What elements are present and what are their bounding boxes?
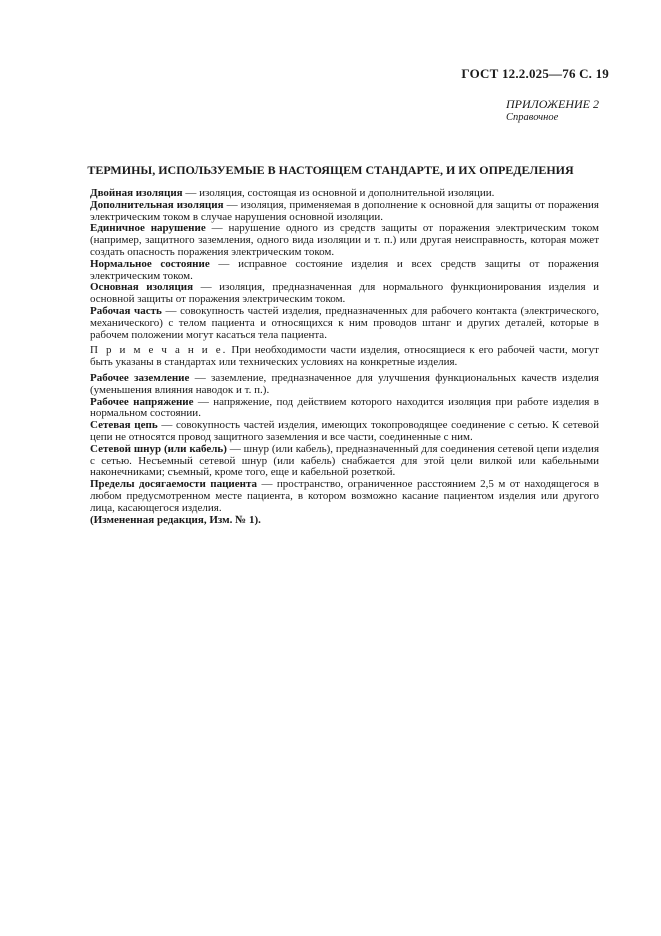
note-text: При необходимости части изделия, относящиеся к его рабочей части, могут быть указаны в стандартах или технических условиях на конкретные изделия. <box>90 344 599 369</box>
term-paragraph <box>90 373 599 397</box>
term-paragraph <box>90 420 599 444</box>
appendix-label: ПРИЛОЖЕНИЕ 2 <box>506 97 599 111</box>
term-paragraph <box>90 444 599 479</box>
term-name: Единичное нарушение <box>90 222 206 235</box>
term-definition: — совокупность частей изделия, предназначенных для рабочего контакта (электрического, механического) с телом пациента и относящихся к ним проводов штанг и других деталей, которые в рабочем положении могут касаться тела пациента. <box>90 304 599 341</box>
term-name: Рабочее заземление <box>90 371 190 384</box>
term-paragraph <box>90 479 599 514</box>
term-definition: — заземление, предназначенное для улучшения функциональных качеств изделия (уменьшения влияния наводок и т. п.). <box>90 371 599 396</box>
term-definition: — исправное состояние изделия и всех средств защиты от поражения электрическим током. <box>90 257 599 282</box>
note-paragraph <box>90 345 599 369</box>
term-name: Двойная изоляция <box>90 187 183 199</box>
term-paragraph <box>90 397 599 421</box>
term-definition: — изоляция, применяемая в дополнение к основной для защиты от поражения электрическим током в случае нарушения основной изоляции. <box>90 198 599 223</box>
amendment-note: (Измененная редакция, Изм. № 1). <box>90 513 261 526</box>
term-paragraph <box>90 223 599 258</box>
term-name: Пределы досягаемости пациента <box>90 478 258 491</box>
term-name: Дополнительная изоляция <box>90 198 224 211</box>
term-name: Сетевой шнур (или кабель) <box>90 442 227 455</box>
appendix-block <box>506 97 599 125</box>
term-definition: — изоляция, предназначенная для нормального функционирования изделия и основной защиты от поражения электрическим током. <box>90 281 599 306</box>
term-name: Нормальное состояние <box>90 257 210 270</box>
appendix-note: Справочное <box>506 112 559 123</box>
term-definition: — шнур (или кабель), предназначенный для соединения сетевой цепи изделия с сетью. Несъемный сетевой шнур (или кабель) снабжается для этой цели вилкой или кабельными наконечниками; съемный, кроме того, еще и кабельной розеткой. <box>90 442 599 479</box>
term-name: Основная изоляция <box>90 281 194 294</box>
term-definition: — напряжение, под действием которого находится изоляция при работе изделия в нормальном состоянии. <box>90 395 599 420</box>
term-definition: — совокупность частей изделия, имеющих токопроводящее соединение с сетью. К сетевой цепи не относятся провод защитного заземления и все части, соединенные с ним. <box>90 419 600 443</box>
term-definition: — изоляция, состоящая из основной и дополнительной изоляции. <box>182 187 495 199</box>
section-title: ТЕРМИНЫ, ИСПОЛЬЗУЕМЫЕ В НАСТОЯЩЕМ СТАНДАРТЕ, И ИХ ОПРЕДЕЛЕНИЯ <box>87 163 574 177</box>
term-name: Рабочее напряжение <box>90 395 194 408</box>
term-paragraph <box>90 282 599 306</box>
term-definition: — нарушение одного из средств защиты от поражения электрическим током (например, защитного заземления, одного вида изоляции и т. п.) или другая неисправность, которая может создать опасность поражения электрическим током. <box>90 222 599 258</box>
term-definition: — пространство, ограниченное расстоянием 2,5 м от находящегося в любом предусмотренном месте пациента, в котором возможно касание пациентом изделия или другого лица, касающегося изделия. <box>90 478 599 514</box>
term-name: Рабочая часть <box>90 304 162 317</box>
note-label: П р и м е ч а н и е. <box>90 344 228 357</box>
terms-body <box>90 188 599 526</box>
term-name: Сетевая цепь <box>90 419 158 432</box>
term-paragraph <box>90 306 599 341</box>
term-paragraph <box>90 259 599 283</box>
standard-header: ГОСТ 12.2.025—76 С. 19 <box>461 66 609 81</box>
term-paragraph <box>90 200 599 224</box>
